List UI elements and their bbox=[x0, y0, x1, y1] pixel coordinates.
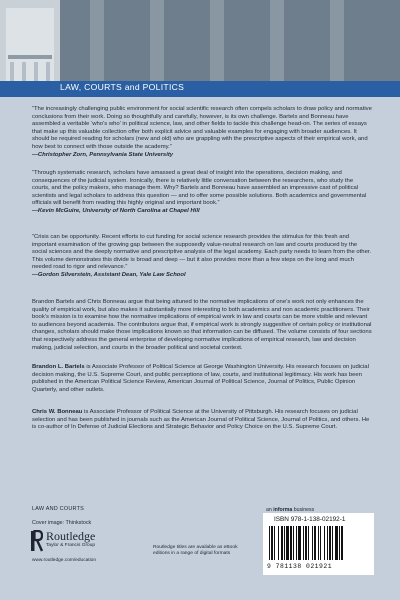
isbn-label: ISBN 978-1-138-02192-1 bbox=[274, 516, 346, 523]
cover-image-credit: Cover image: Thinkstock bbox=[32, 520, 92, 526]
author-bio-text: is Associate Professor of Political Science at the University of Pittsburgh. His research focuses on judicial selection and has been published in journals such as the American Journal of Political Science, Journal of Politics, and others. He is co-author of In Defense of Judicial Elections and Strategic Behavior and Policy Choice on the U.S. Supreme Court. bbox=[32, 409, 370, 431]
barcode-icon bbox=[267, 526, 371, 562]
informa-note: an informa business bbox=[266, 507, 315, 513]
review-text: “The increasingly challenging public environment for social scientific research often compels scholars to draw policy and normative conclusions from their work. Doing so thoughtfully and carefully, however, is its own challenge. Bartels and Bonneau have assembled a veritable ‘who’s who’ in political science, law, and other fields to tackle this challenge head-on. The series of essays that make up this valuable collection offer both explicit advice and valuable examples for engaging with broader audiences. It should be required reading for scholars (new and old) who are grappling with the prescriptive aspects of their empirical work, and how best to connect with those outside the academy.” bbox=[32, 106, 372, 150]
routledge-logo bbox=[30, 528, 120, 568]
publisher-group: Taylor & Francis Group bbox=[46, 543, 96, 548]
review-quote bbox=[32, 106, 372, 159]
author-name: Chris W. Bonneau bbox=[32, 409, 83, 415]
routledge-r-icon bbox=[30, 530, 43, 552]
author-bio bbox=[32, 409, 372, 432]
review-attribution: —Kevin McGuire, University of North Carolina at Chapel Hill bbox=[32, 207, 200, 214]
review-quote bbox=[32, 170, 372, 216]
review-attribution: —Christopher Zorn, Pennsylvania State University bbox=[32, 151, 174, 158]
publisher-name: Routledge bbox=[46, 529, 96, 543]
review-text: “Crisis can be opportunity. Recent efforts to cut funding for social science research provides the stimulus for this fresh and important examination of the growing gap between the supposedly value-neutral research on law and courts produced by the social sciences and the deeply normative and prescriptive analysis of the legal academy. Each party needs to learn from the other. This volume demonstrates this divide is broad and deep — but it also provides more than a few steps on the long and much needed road to rigor and relevance.” bbox=[32, 234, 372, 271]
subject-category: LAW AND COURTS bbox=[32, 506, 85, 512]
barcode-digits: 9 781138 021921 bbox=[267, 563, 333, 570]
book-description: Brandon Bartels and Chris Bonneau argue that being attuned to the normative implications of one’s work not only enhances the quality of empirical work, but also makes it substantially more interesting to both academics and non academic practitioners. Their book’s mission is to examine how the normative implications of empirical work in law and courts can be more visible and relevant to audiences beyond academia. The contributors argue that, if empirical work is strongly suggestive of certain policy or institutional changes, scholars should make those implications known so that information can be diffused. The volume consists of four sections that respectively address the general enterprise of developing normative implications of empirical research, law and decision making, judicial selection, and courts in the broader political and societal context. bbox=[32, 299, 372, 351]
isbn-barcode-box bbox=[263, 513, 374, 575]
review-attribution: —Gordon Silverstein, Assistant Dean, Yale Law School bbox=[32, 271, 186, 278]
author-name: Brandon L. Bartels bbox=[32, 364, 85, 370]
ebook-note: Routledge titles are available as eBook editions in a range of digital formats bbox=[153, 545, 238, 557]
series-title: LAW, COURTS and POLITICS bbox=[60, 82, 185, 92]
review-text: “Through systematic research, scholars have amassed a great deal of insight into the operations, decision making, and consequences of the judicial system. Ironically, there is relatively little conversation between the researchers, who study the courts, and the policy makers, who manage them. Why? Bartels and Bonneau have assembled an impressive cast of political scientists and legal scholars to address this question — and to offer some possible solutions. Both academics and governmental officials will benefit from reading this highly original and important book.” bbox=[32, 170, 367, 207]
review-quote bbox=[32, 234, 372, 280]
author-bio-text: is Associate Professor of Political Science at George Washington University. His research focuses on judicial decision making, the U.S. Supreme Court, and public perceptions of law, courts, and institutional legitimacy. His work has been published in the American Political Science Review, American Journal of Political Science, Journal of Politics, Public Opinion Quarterly, and other outlets. bbox=[32, 364, 369, 393]
author-bio bbox=[32, 364, 372, 394]
publisher-url[interactable]: www.routledge.com/education bbox=[32, 558, 96, 563]
